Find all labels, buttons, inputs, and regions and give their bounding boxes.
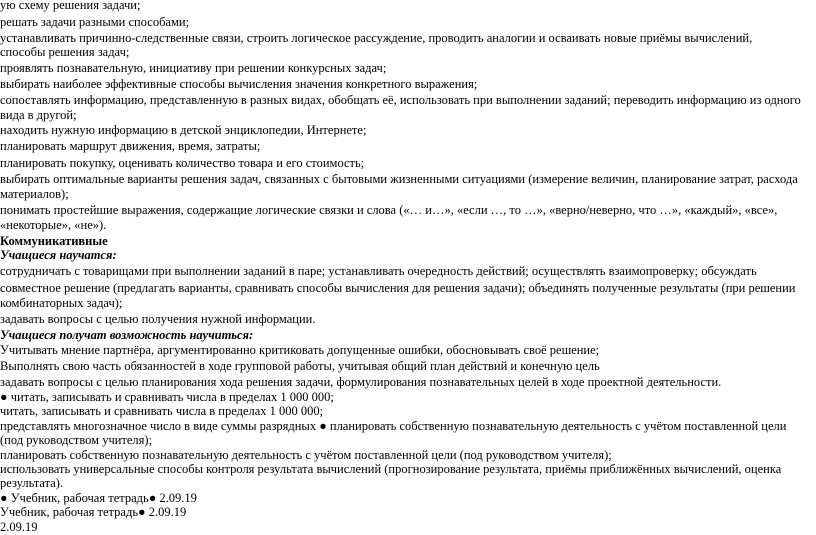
text-line: планировать маршрут движения, время, затраты;	[0, 139, 261, 153]
text-line: результата).	[0, 476, 64, 490]
text-line: Выполнять свою часть обязанностей в ходе групповой работы, учитывая общий план действий и конечную цель	[0, 359, 600, 373]
subsection-heading: Учащиеся получат возможность научиться:	[0, 328, 254, 342]
text-line: Учитывать мнение партнёра, аргументированно критиковать допущенные ошибки, обосновывать своё решение;	[0, 343, 600, 357]
text-line: планировать собственную познавательную деятельность с учётом поставленной цели (под руководством учителя);	[0, 448, 612, 462]
text-line: задавать вопросы с целью получения нужной информации.	[0, 312, 316, 326]
text-line: вида в другой;	[0, 108, 77, 122]
text-line: представлять многозначное число в виде суммы разрядных ● планировать собственную познавательную деятельность с учётом поставленной цели	[0, 419, 787, 433]
text-line: (под руководством учителя);	[0, 433, 153, 447]
text-line: читать, записывать и сравнивать числа в пределах 1 000 000;	[0, 404, 324, 418]
text-line: решать задачи разными способами;	[0, 15, 190, 29]
text-line: выбирать наиболее эффективные способы вычисления значения конкретного выражения;	[0, 77, 478, 91]
text-line: задавать вопросы с целью планирования хода решения задачи, формулирования познавательных целей в ходе проектной деятельности.	[0, 375, 722, 389]
text-line: использовать универсальные способы контроля результата вычислений (прогнозирование результата, приёмы приближённых вычислений, оценка	[0, 462, 782, 476]
text-line: сопоставлять информацию, представленную в разных видах, обобщать её, использовать при выполнении заданий; переводить информацию из одного	[0, 93, 801, 107]
text-line: проявлять познавательную, инициативу при решении конкурсных задач;	[0, 61, 387, 75]
text-line: выбирать оптимальные варианты решения задач, связанных с бытовыми жизненными ситуациями (измерение величин, планирование затрат, расхода	[0, 172, 798, 186]
bullet-icon: ●	[0, 390, 8, 404]
text-line: 2.09.19	[0, 520, 38, 534]
text-line: сотрудничать с товарищами при выполнении заданий в паре; устанавливать очередность действий; осуществлять взаимопроверку; обсуждать	[0, 264, 757, 278]
text-line: Учебник, рабочая тетрадь● 2.09.19	[0, 505, 187, 519]
subsection-heading: Учащиеся научатся:	[0, 248, 117, 262]
section-heading: Коммуникативные	[0, 234, 108, 248]
text-line: планировать покупку, оценивать количество товара и его стоимость;	[0, 156, 365, 170]
text-line: ую схему решения задачи;	[0, 0, 141, 12]
text-line: материалов);	[0, 187, 69, 201]
text-line: «некоторые», «не»).	[0, 218, 107, 232]
bullet-line: ● Учебник, рабочая тетрадь● 2.09.19	[0, 491, 197, 505]
text-line: комбинаторных задач);	[0, 296, 123, 310]
bullet-line: ● читать, записывать и сравнивать числа в пределах 1 000 000;	[0, 390, 334, 404]
text-line: устанавливать причинно-следственные связи, строить логическое рассуждение, проводить аналогии и осваивать новые приёмы вычислений,	[0, 31, 753, 45]
text-line: находить нужную информацию в детской энциклопедии, Интернете;	[0, 123, 367, 137]
text-line: понимать простейшие выражения, содержащие логические связки и слова («… и…», «если …, то …», «верно/неверно, что …», «каждый», «все»,	[0, 203, 778, 217]
text-line: способы решения задач;	[0, 45, 130, 59]
text-line: совместное решение (предлагать варианты, сравнивать способы вычисления для решения задачи); объединять полученные результаты (при решении	[0, 281, 796, 295]
bullet-icon: ●	[0, 491, 8, 505]
